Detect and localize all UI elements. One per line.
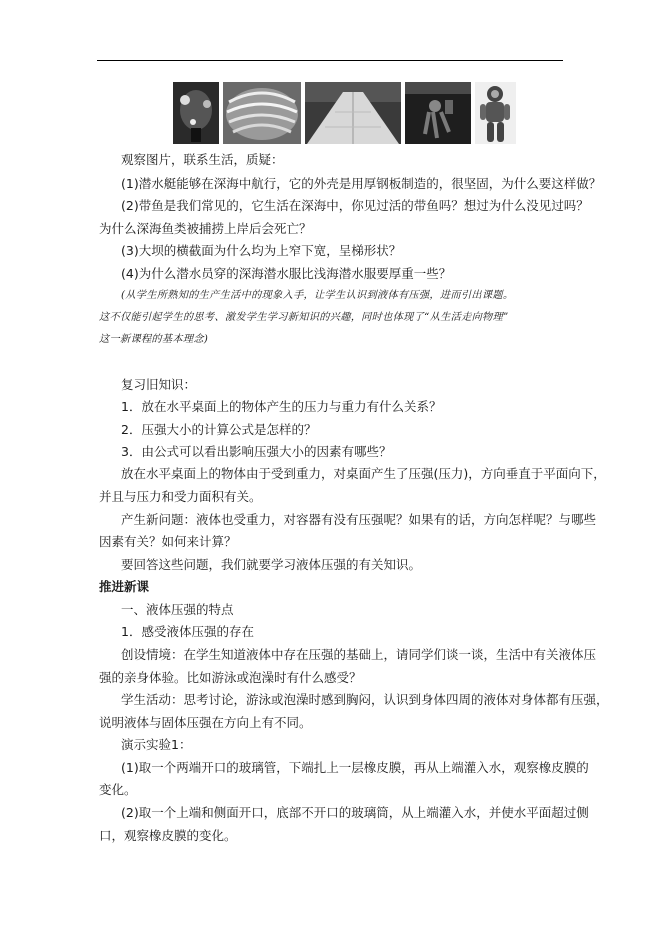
fish-basket-icon [223,82,301,144]
diver-icon [405,82,471,144]
question-1: (1)潜水艇能够在深海中航行，它的外壳是用厚钢板制造的，很坚固，为什么要这样做？ [121,176,602,191]
review-answer-cont: 并且与压力和受力面积有关。 [99,489,262,504]
question-3: (3)大坝的横截面为什么均为上窄下宽，呈梯形状？ [121,243,402,258]
design-note-3: 这一新课程的基本理念) [99,334,209,345]
topic-heading: 1．感受液体压强的存在 [121,624,254,639]
header-rule [97,60,563,61]
dam-photo [305,82,401,144]
student-activity-cont: 说明液体与固体压强在方向上有不同。 [99,715,312,730]
observe-prompt: 观察图片，联系生活，质疑： [121,152,284,167]
submarine-photo [173,82,219,144]
question-4: (4)为什么潜水员穿的深海潜水服比浅海潜水服要厚重一些？ [121,266,452,281]
new-question-cont: 因素有关？如何来计算？ [99,534,237,549]
experiment-step-1-cont: 变化。 [99,782,137,797]
question-2: (2)带鱼是我们常见的，它生活在深海中，你见过活的带鱼吗？想过为什么没见过吗？ [121,198,589,213]
experiment-step-1: (1)取一个两端开口的玻璃管，下端扎上一层橡皮膜，再从上端灌入水，观察橡皮膜的 [121,760,589,775]
photo-strip [173,82,516,144]
deep-diving-suit-photo [475,82,516,144]
student-activity: 学生活动：思考讨论，游泳或泡澡时感到胸闷，认识到身体四周的液体对身体都有压强， [121,692,609,707]
scenario: 创设情境：在学生知道液体中存在压强的基础上，请同学们谈一谈，生活中有关液体压 [121,647,597,662]
experiment-step-2: (2)取一个上端和侧面开口，底部不开口的玻璃筒，从上端灌入水，并使水平面超过侧 [121,805,589,820]
dam-icon [305,82,401,144]
experiment-step-2-cont: 口，观察橡皮膜的变化。 [99,828,237,843]
new-question: 产生新问题：液体也受重力，对容器有没有压强呢？如果有的话，方向怎样呢？与哪些 [121,512,597,527]
ribbonfish-photo [223,82,301,144]
submarine-lights-icon [173,82,219,144]
review-item-1: 1．放在水平桌面上的物体产生的压力与重力有什么关系？ [121,399,442,414]
review-heading: 复习旧知识： [121,377,197,392]
section-heading: 推进新课 [99,579,150,594]
review-item-2: 2．压强大小的计算公式是怎样的？ [121,422,317,437]
design-note-1: (从学生所熟知的生产生活中的现象入手，让学生认识到液体有压强，进而引出课题。 [121,290,514,301]
shallow-diver-photo [405,82,471,144]
diving-suit-icon [475,82,516,144]
design-note-2: 这不仅能引起学生的思考、激发学生学习新知识的兴趣，同时也体现了“从生活走向物理” [99,312,509,323]
subsection-heading: 一、液体压强的特点 [121,602,234,617]
scenario-cont: 强的亲身体验。比如游泳或泡澡时有什么感受？ [99,670,362,685]
transition-sentence: 要回答这些问题，我们就要学习液体压强的有关知识。 [121,557,422,572]
question-2-cont: 为什么深海鱼类被捕捞上岸后会死亡？ [99,221,312,236]
review-item-3: 3．由公式可以看出影响压强大小的因素有哪些？ [121,444,392,459]
review-answer: 放在水平桌面上的物体由于受到重力，对桌面产生了压强(压力)，方向垂直于平面向下， [121,466,606,481]
experiment-heading: 演示实验1： [121,737,192,752]
